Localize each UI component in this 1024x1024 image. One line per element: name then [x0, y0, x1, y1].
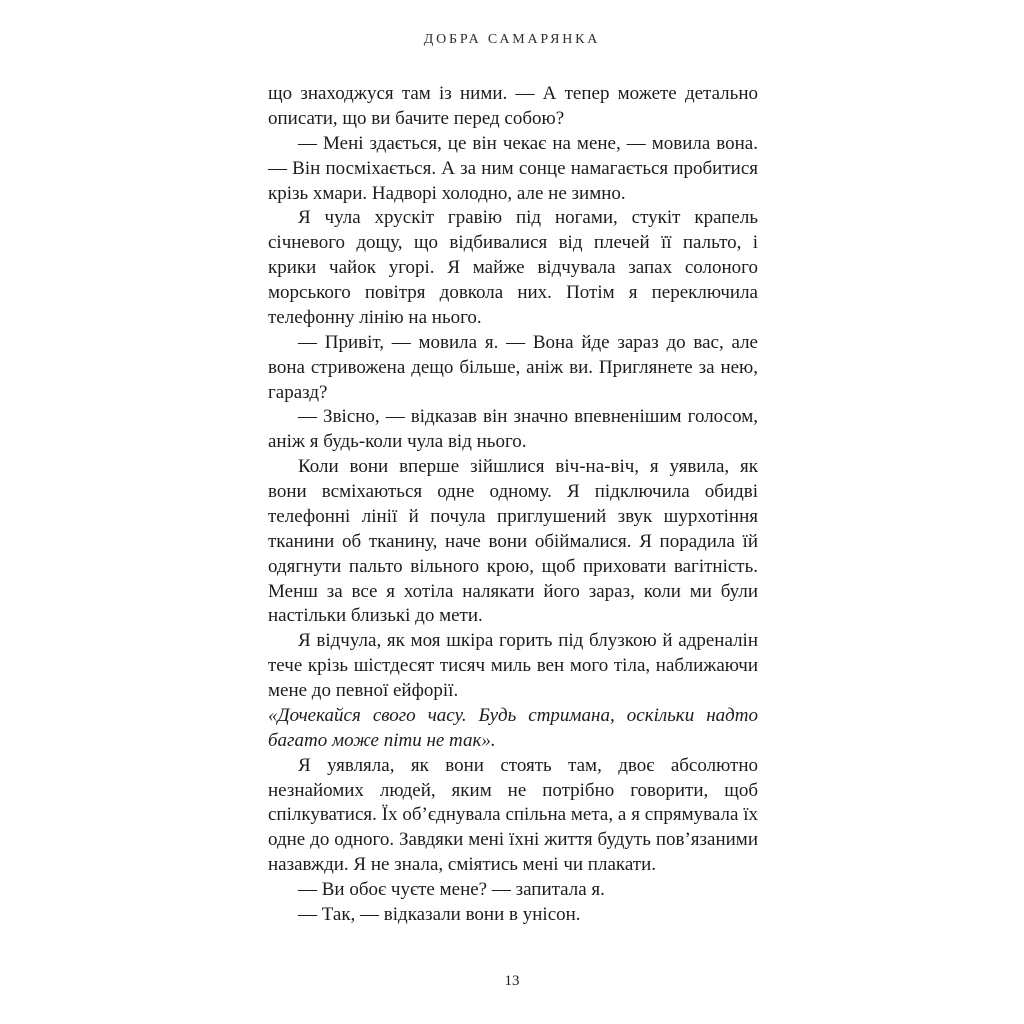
paragraph: — Так, — відказали вони в унісон. — [298, 903, 581, 925]
paragraph: «Дочекайся свого часу. Будь стримана, оскільки надто багато може піти не так». — [268, 704, 758, 751]
text-block — [268, 82, 758, 928]
paragraph: — Ви обоє чуєте мене? — запитала я. — [298, 879, 605, 900]
page-number: 13 — [504, 973, 520, 989]
paragraph: — Звісно, — відказав він значно впевненішим голосом, аніж я будь-коли чула від нього. — [268, 406, 758, 453]
paragraph: Я відчула, як моя шкіра горить під блузкою й адреналін тече крізь шістдесят тисяч миль вен мого тіла, наближаючи мене до певної ейфорії. — [268, 630, 758, 701]
paragraph: Я уявляла, як вони стоять там, двоє абсолютно незнайомих людей, яким не потрібно говорити, щоб спілкуватися. Їх об’єднувала спільна мета, а я спрямувала їх одне до одного. Завдяки мені їхні життя будуть пов’язаними назавжди. Я не знала, сміятись мені чи плакати. — [268, 754, 758, 876]
paragraph: Коли вони вперше зійшлися віч-на-віч, я уявила, як вони всміхаються одне одному. Я підключила обидві телефонні лінії й почула приглушений звук шурхотіння тканини об тканину, наче вони обіймалися. Я порадила їй одягнути пальто вільного крою, щоб приховати вагітність. Менш за все я хотіла налякати його зараз, коли ми були настільки близькі до мети. — [268, 456, 758, 627]
paragraph: — Привіт, — мовила я. — Вона йде зараз до вас, але вона стривожена дещо більше, аніж ви. Приглянете за нею, гаразд? — [268, 331, 758, 403]
paragraph: — Мені здається, це він чекає на мене, — мовила вона. — Він посміхається. А за ним сонце намагається пробитися крізь хмари. Надворі холодно, але не зимно. — [268, 132, 758, 204]
paragraph: Я чула хрускіт гравію під ногами, стукіт крапель січневого дощу, що відбивалися від плечей її пальто, і крики чайок угорі. Я майже відчувала запах солоного морського повітря довкола них. Потім я переключила телефонну лінію на нього. — [268, 207, 758, 328]
paragraph: що знаходжуся там із ними. — А тепер можете детально описати, що ви бачите перед собою? — [268, 83, 758, 129]
running-header: ДОБРА САМАРЯНКА — [423, 32, 601, 47]
